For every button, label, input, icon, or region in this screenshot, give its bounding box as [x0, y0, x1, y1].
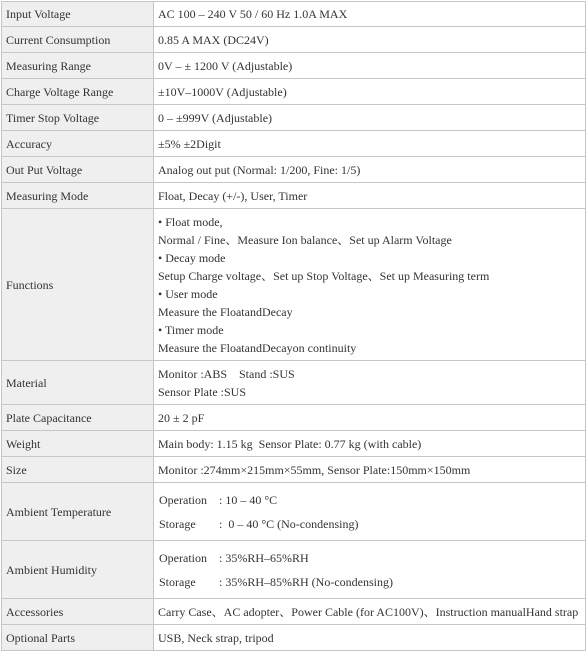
spec-label: Measuring Mode — [2, 183, 154, 209]
spec-row-accessories — [2, 599, 586, 625]
functions-line: Normal / Fine、Measure Ion balance、Set up Alarm Voltage — [158, 232, 452, 247]
spec-value: Main body: 1.15 kg Sensor Plate: 0.77 kg (with cable) — [154, 431, 586, 457]
spec-label: Ambient Humidity — [2, 541, 154, 599]
pair-value: : 35%RH–85%RH (No-condensing) — [219, 574, 393, 589]
spec-row-measuring-range — [2, 53, 586, 79]
spec-value: ±5% ±2Digit — [154, 131, 586, 157]
material-line: Sensor Plate :SUS — [158, 384, 247, 399]
spec-value: AC 100 – 240 V 50 / 60 Hz 1.0A MAX — [154, 2, 586, 27]
functions-line: • Timer mode — [158, 322, 224, 337]
pair-key: Operation — [159, 492, 207, 507]
spec-label: Optional Parts — [2, 625, 154, 651]
spec-row-timer-stop-voltage — [2, 105, 586, 131]
spec-row-current-consumption — [2, 27, 586, 53]
functions-line: • User mode — [158, 286, 218, 301]
spec-value: Monitor :274mm×215mm×55mm, Sensor Plate:150mm×150mm — [154, 457, 586, 483]
spec-value-material — [154, 361, 586, 405]
spec-label: Current Consumption — [2, 27, 154, 53]
spec-value: 0.85 A MAX (DC24V) — [154, 27, 586, 53]
spec-row-functions — [2, 209, 586, 361]
spec-label: Timer Stop Voltage — [2, 105, 154, 131]
spec-row-plate-capacitance — [2, 405, 586, 431]
humidity-operation — [158, 546, 585, 570]
spec-row-ambient-temperature — [2, 483, 586, 541]
spec-row-size — [2, 457, 586, 483]
spec-value-humidity — [154, 541, 586, 599]
spec-value: USB, Neck strap, tripod — [154, 625, 586, 651]
spec-value-functions — [154, 209, 586, 361]
functions-line: • Float mode, — [158, 214, 223, 229]
spec-row-optional-parts — [2, 625, 586, 651]
material-line: Monitor :ABS Stand :SUS — [158, 366, 295, 381]
spec-row-accuracy — [2, 131, 586, 157]
spec-row-input-voltage — [2, 2, 586, 27]
spec-row-charge-voltage-range — [2, 79, 586, 105]
spec-label: Input Voltage — [2, 2, 154, 27]
spec-label: Ambient Temperature — [2, 483, 154, 541]
spec-label: Size — [2, 457, 154, 483]
pair-value: : 10 – 40 °C — [219, 492, 278, 507]
spec-table — [1, 1, 586, 651]
spec-label: Weight — [2, 431, 154, 457]
spec-label: Charge Voltage Range — [2, 79, 154, 105]
temperature-operation — [158, 488, 585, 512]
functions-line: • Decay mode — [158, 250, 226, 265]
pair-value: : 35%RH–65%RH — [219, 550, 309, 565]
pair-key: Storage — [159, 574, 196, 589]
spec-label: Plate Capacitance — [2, 405, 154, 431]
functions-line: Measure the FloatandDecay — [158, 304, 293, 319]
spec-value: ±10V–1000V (Adjustable) — [154, 79, 586, 105]
spec-value: Float, Decay (+/-), User, Timer — [154, 183, 586, 209]
spec-value: Carry Case、AC adopter、Power Cable (for AC100V)、Instruction manualHand strap — [154, 599, 586, 625]
humidity-storage — [158, 570, 585, 594]
spec-label: Out Put Voltage — [2, 157, 154, 183]
spec-value: 20 ± 2 pF — [154, 405, 586, 431]
pair-key: Operation — [159, 550, 207, 565]
spec-label: Accessories — [2, 599, 154, 625]
spec-row-material — [2, 361, 586, 405]
spec-label: Accuracy — [2, 131, 154, 157]
pair-value: : 0 – 40 °C (No-condensing) — [219, 516, 359, 531]
spec-label: Measuring Range — [2, 53, 154, 79]
spec-row-ambient-humidity — [2, 541, 586, 599]
spec-row-measuring-mode — [2, 183, 586, 209]
temperature-storage — [158, 512, 585, 536]
spec-value-temperature — [154, 483, 586, 541]
pair-key: Storage — [159, 516, 196, 531]
spec-row-weight — [2, 431, 586, 457]
functions-line: Measure the FloatandDecayon continuity — [158, 340, 357, 355]
spec-value: 0V – ± 1200 V (Adjustable) — [154, 53, 586, 79]
spec-value: 0 – ±999V (Adjustable) — [154, 105, 586, 131]
spec-value: Analog out put (Normal: 1/200, Fine: 1/5) — [154, 157, 586, 183]
functions-line: Setup Charge voltage、Set up Stop Voltage、Set up Measuring term — [158, 268, 490, 283]
spec-label: Material — [2, 361, 154, 405]
spec-row-output-voltage — [2, 157, 586, 183]
spec-label: Functions — [2, 209, 154, 361]
